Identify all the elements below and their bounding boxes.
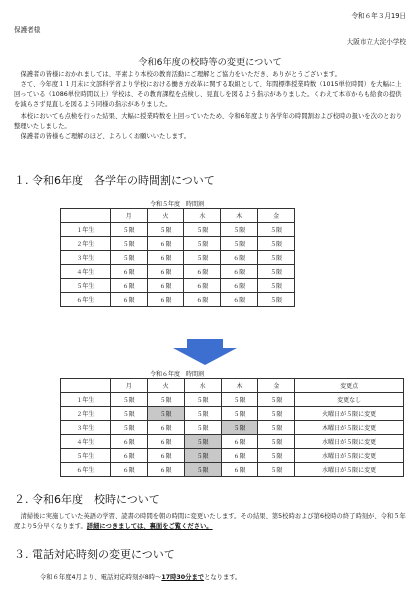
day-header: 水 bbox=[184, 209, 221, 223]
intro-paragraph-3: 本校においても点検を行った結果、大幅に授業時数を上回っていたため、令和6年度より各学年の時間割および校時の扱いを次のとおり整理いたしました。 bbox=[14, 113, 403, 130]
period-cell: ５限 bbox=[110, 237, 147, 251]
period-cell: ５限 bbox=[221, 237, 258, 251]
period-cell: ６限 bbox=[184, 265, 221, 279]
period-cell: ５限 bbox=[258, 223, 295, 237]
section3-text bbox=[40, 572, 241, 581]
section3-heading: ３. 電話対応時刻の変更について bbox=[14, 548, 175, 561]
grade-label: ３年生 bbox=[61, 251, 111, 265]
period-cell: ６限 bbox=[110, 265, 147, 279]
recipient: 保護者様 bbox=[14, 26, 41, 34]
grade-label: ２年生 bbox=[61, 237, 111, 251]
section2-text bbox=[14, 512, 406, 532]
section3-text-c: となります。 bbox=[204, 574, 242, 581]
table-new-caption: 令和６年度 時間割 bbox=[150, 371, 205, 378]
period-cell: ６限 bbox=[147, 265, 184, 279]
table-row bbox=[61, 435, 404, 449]
grade-label: １年生 bbox=[61, 393, 111, 407]
sender-school: 大阪市立大淀小学校 bbox=[346, 38, 406, 46]
table-row bbox=[61, 393, 404, 407]
table-row bbox=[61, 449, 404, 463]
grade-label: １年生 bbox=[61, 223, 111, 237]
day-header: 火 bbox=[147, 209, 184, 223]
day-header: 木 bbox=[221, 379, 258, 393]
period-cell-changed: ５限 bbox=[184, 435, 221, 449]
period-cell: ５限 bbox=[110, 223, 147, 237]
change-header: 変更点 bbox=[295, 379, 404, 393]
section3-text-a: 令和６年度4月より、電話対応時刻が8時～ bbox=[40, 574, 162, 581]
period-cell: ５限 bbox=[110, 421, 147, 435]
period-cell: ６限 bbox=[147, 421, 184, 435]
period-cell: ５限 bbox=[110, 393, 147, 407]
grade-label: ２年生 bbox=[61, 407, 111, 421]
period-cell: ５限 bbox=[184, 237, 221, 251]
period-cell-changed: ５限 bbox=[184, 449, 221, 463]
grade-label: ５年生 bbox=[61, 279, 111, 293]
period-cell: ６限 bbox=[221, 265, 258, 279]
period-cell: ５限 bbox=[221, 223, 258, 237]
section1-heading: １. 令和6年度 各学年の時間割について bbox=[14, 174, 215, 187]
period-cell: ６限 bbox=[221, 463, 258, 477]
timetable-2023 bbox=[60, 208, 295, 307]
day-header: 金 bbox=[258, 209, 295, 223]
section2-text-main: 清掃後に実施していた英語の学習、読書の時間を朝の時間に変更いたします。その結果、第5校時および第6校時の終了時刻が、令和５年度より5分早くなります。 bbox=[14, 513, 406, 530]
period-cell: ５限 bbox=[147, 223, 184, 237]
intro-paragraph-4: 保護者の皆様もご理解のほど、よろしくお願いいたします。 bbox=[20, 133, 191, 140]
table-row bbox=[61, 279, 295, 293]
grade-label: ４年生 bbox=[61, 435, 111, 449]
grade-label: ６年生 bbox=[61, 463, 111, 477]
period-cell: ５限 bbox=[184, 251, 221, 265]
period-cell: ５限 bbox=[184, 407, 221, 421]
period-cell: ５限 bbox=[147, 393, 184, 407]
period-cell: ５限 bbox=[258, 279, 295, 293]
change-note: 火曜日が５限に変更 bbox=[295, 407, 404, 421]
section3-text-emphasis: 17時30分まで bbox=[161, 574, 205, 581]
intro-paragraph-1: 保護者の皆様におかれましては、平素より本校の教育活動にご理解とご協力をいただき、ありがとうございます。 bbox=[20, 71, 341, 78]
change-note: 水曜日が５限に変更 bbox=[295, 435, 404, 449]
period-cell: ６限 bbox=[147, 463, 184, 477]
period-cell: ６限 bbox=[184, 279, 221, 293]
period-cell: ５限 bbox=[258, 293, 295, 307]
change-note: 水曜日が５限に変更 bbox=[295, 463, 404, 477]
period-cell: ５限 bbox=[221, 407, 258, 421]
period-cell: ５限 bbox=[258, 393, 295, 407]
corner-cell bbox=[61, 379, 111, 393]
period-cell: ５限 bbox=[110, 251, 147, 265]
grade-label: ４年生 bbox=[61, 265, 111, 279]
document-title: 令和6年度の校時等の変更について bbox=[138, 57, 282, 68]
period-cell: ６限 bbox=[110, 279, 147, 293]
period-cell: ６限 bbox=[110, 293, 147, 307]
period-cell: ５限 bbox=[258, 265, 295, 279]
period-cell: ６限 bbox=[147, 449, 184, 463]
day-header: 月 bbox=[110, 379, 147, 393]
period-cell: ６限 bbox=[110, 463, 147, 477]
period-cell: ６限 bbox=[147, 435, 184, 449]
period-cell: ６限 bbox=[221, 293, 258, 307]
period-cell: ６限 bbox=[147, 237, 184, 251]
table-row bbox=[61, 421, 404, 435]
table-row bbox=[61, 463, 404, 477]
period-cell: ５限 bbox=[258, 237, 295, 251]
period-cell: ６限 bbox=[110, 449, 147, 463]
document-date: 令和６年３月19日 bbox=[351, 12, 406, 20]
timetable-2023-header bbox=[61, 209, 295, 223]
period-cell: ６限 bbox=[221, 449, 258, 463]
day-header: 金 bbox=[258, 379, 295, 393]
intro-text bbox=[14, 70, 406, 142]
intro-paragraph-2: さて、今年度１１月末に文部科学省より学校における働き方改革に関する取組として、年間標準授業時数（1015単位時間）を大幅に上回っている（1086単位時間以上）学校は、その教育課程を点検し、見直しを図るよう指示がありました。くわえて本市からも給食の提供を減らさず見直しを図るよう同様の指示がありました。 bbox=[14, 81, 402, 108]
table-row bbox=[61, 223, 295, 237]
period-cell: ５限 bbox=[258, 407, 295, 421]
change-note: 水曜日が５限に変更 bbox=[295, 449, 404, 463]
period-cell: ６限 bbox=[221, 435, 258, 449]
period-cell: ５限 bbox=[258, 421, 295, 435]
period-cell: ６限 bbox=[147, 251, 184, 265]
period-cell: ５限 bbox=[258, 449, 295, 463]
period-cell: ５限 bbox=[184, 223, 221, 237]
period-cell-changed: ５限 bbox=[221, 421, 258, 435]
change-note: 変更なし bbox=[295, 393, 404, 407]
period-cell: ６限 bbox=[110, 435, 147, 449]
grade-label: ６年生 bbox=[61, 293, 111, 307]
table-row bbox=[61, 237, 295, 251]
table-old-caption: 令和５年度 時間割 bbox=[150, 201, 205, 208]
period-cell: ５限 bbox=[110, 407, 147, 421]
change-note: 木曜日が５限に変更 bbox=[295, 421, 404, 435]
grade-label: ３年生 bbox=[61, 421, 111, 435]
period-cell: ６限 bbox=[147, 293, 184, 307]
period-cell: ６限 bbox=[221, 251, 258, 265]
period-cell-changed: ５限 bbox=[147, 407, 184, 421]
period-cell: ５限 bbox=[258, 463, 295, 477]
period-cell: ５限 bbox=[221, 393, 258, 407]
day-header: 火 bbox=[147, 379, 184, 393]
table-row bbox=[61, 265, 295, 279]
period-cell: ６限 bbox=[221, 279, 258, 293]
day-header: 木 bbox=[221, 209, 258, 223]
period-cell: ５限 bbox=[184, 421, 221, 435]
section2-heading: ２. 令和6年度 校時について bbox=[14, 493, 160, 506]
corner-cell bbox=[61, 209, 111, 223]
grade-label: ５年生 bbox=[61, 449, 111, 463]
table-row bbox=[61, 407, 404, 421]
day-header: 月 bbox=[110, 209, 147, 223]
down-arrow-icon bbox=[173, 339, 237, 369]
period-cell: ５限 bbox=[184, 393, 221, 407]
table-row bbox=[61, 251, 295, 265]
day-header: 水 bbox=[184, 379, 221, 393]
timetable-2024-header bbox=[61, 379, 404, 393]
period-cell-changed: ５限 bbox=[184, 463, 221, 477]
table-row bbox=[61, 293, 295, 307]
period-cell: ５限 bbox=[258, 251, 295, 265]
period-cell: ５限 bbox=[258, 435, 295, 449]
period-cell: ６限 bbox=[147, 279, 184, 293]
section2-text-emphasis: 詳細につきましては、裏面をご覧ください。 bbox=[86, 523, 213, 530]
timetable-2024 bbox=[60, 378, 404, 477]
period-cell: ６限 bbox=[184, 293, 221, 307]
